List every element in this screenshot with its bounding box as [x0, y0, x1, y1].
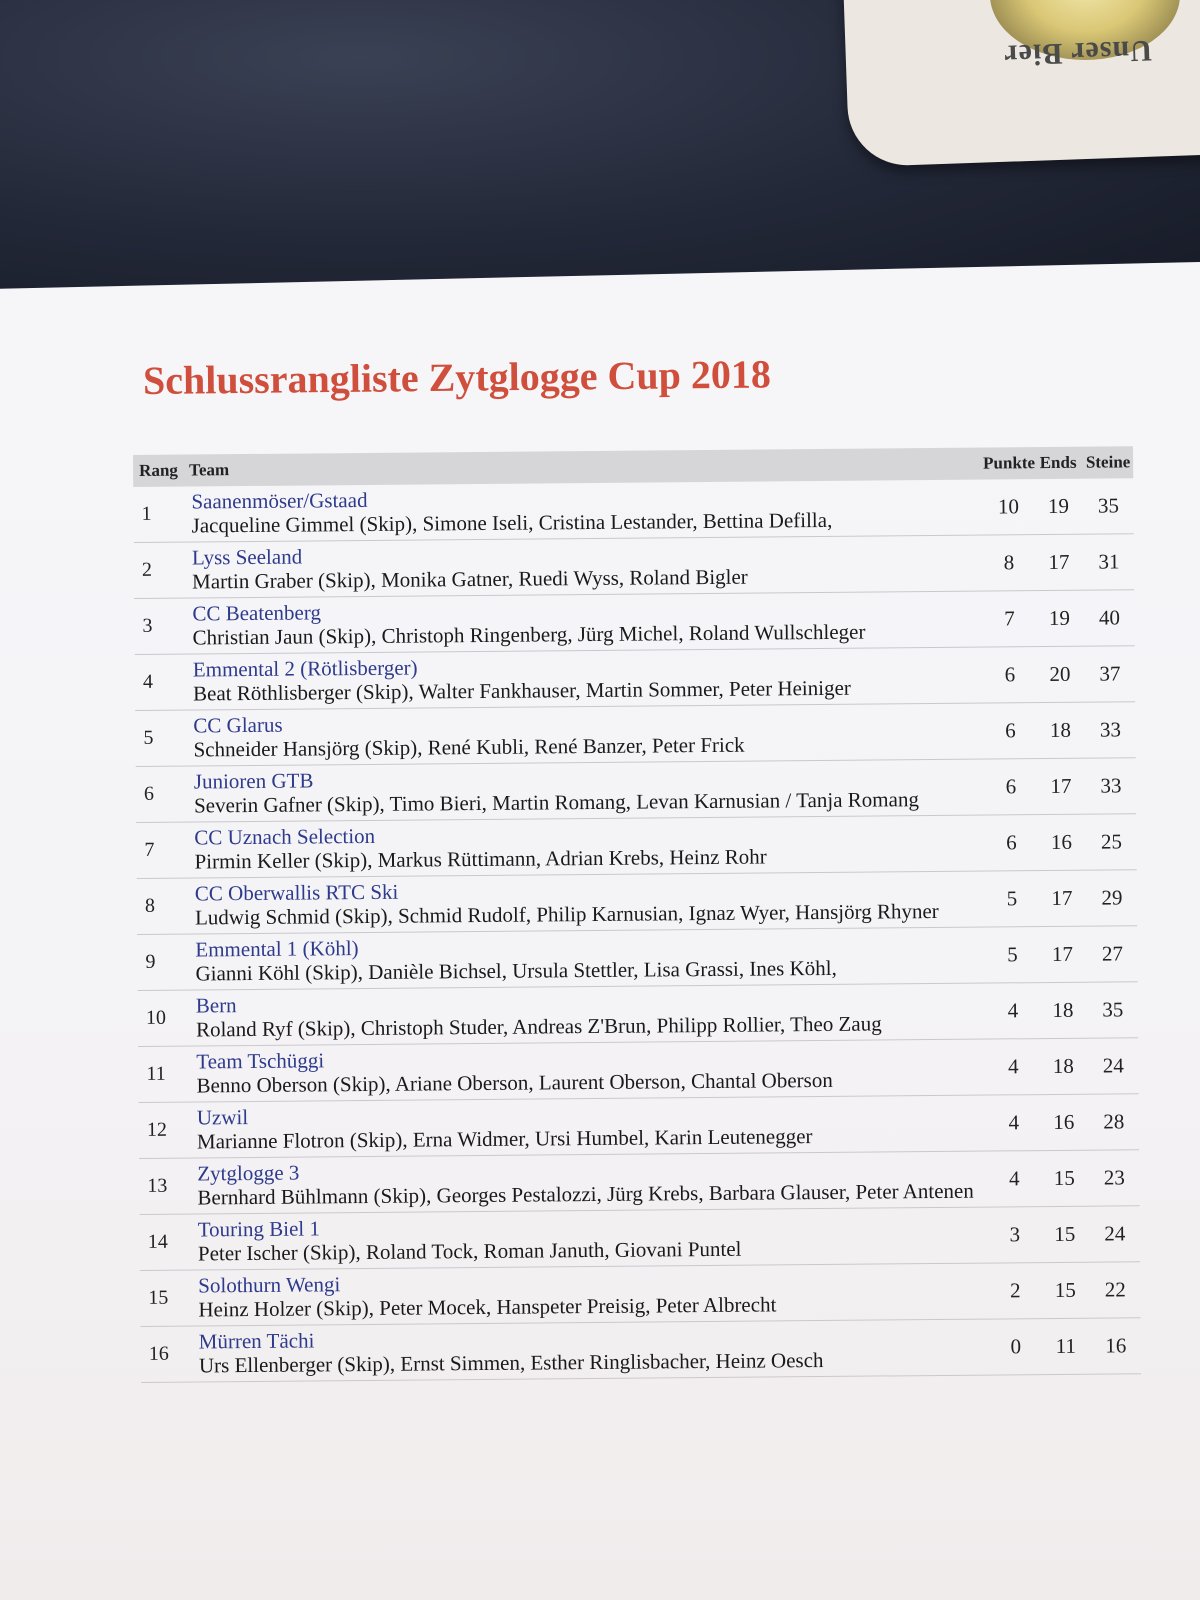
- team-cell: [191, 480, 983, 542]
- stones-cell: 35: [1102, 997, 1124, 1022]
- stones-cell: 29: [1101, 885, 1123, 910]
- header-team: Team: [189, 460, 230, 480]
- team-members: Roland Ryf (Skip), Christoph Studer, Andreas Z'Brun, Philipp Rollier, Theo Zaug: [195, 1011, 882, 1042]
- team-name: Saanenmöser/Gstaad: [191, 487, 368, 514]
- ends-cell: 18: [1052, 997, 1074, 1022]
- ends-cell: 17: [1051, 885, 1073, 911]
- team-name: Uzwil: [196, 1105, 249, 1130]
- points-cell: 4: [1008, 1110, 1020, 1135]
- ends-cell: 18: [1052, 1053, 1074, 1078]
- table-row: [135, 702, 1135, 767]
- table-row: [134, 590, 1134, 655]
- header-stones: Steine: [1085, 452, 1131, 472]
- team-members: Schneider Hansjörg (Skip), René Kubli, René Banzer, Peter Frick: [193, 732, 745, 762]
- points-cell: 5: [1006, 886, 1018, 911]
- team-name: Lyss Seeland: [191, 544, 303, 570]
- ends-cell: 17: [1051, 941, 1073, 966]
- team-members: Peter Ischer (Skip), Roland Tock, Roman Januth, Giovani Puntel: [197, 1236, 742, 1266]
- team-members: Jacqueline Gimmel (Skip), Simone Iseli, Cristina Lestander, Bettina Defilla,: [191, 507, 833, 538]
- rank-cell: 5: [143, 726, 154, 749]
- table-row: [137, 870, 1137, 935]
- ends-cell: 11: [1055, 1333, 1077, 1358]
- team-name: CC Uznach Selection: [194, 823, 376, 850]
- team-members: Ludwig Schmid (Skip), Schmid Rudolf, Philip Karnusian, Ignaz Wyer, Hansjörg Rhyner: [194, 898, 939, 930]
- points-cell: 7: [1004, 606, 1015, 631]
- rank-cell: 3: [142, 614, 153, 637]
- rank-cell: 16: [148, 1342, 169, 1365]
- team-name: CC Oberwallis RTC Ski: [194, 879, 399, 906]
- ends-cell: 15: [1054, 1277, 1076, 1302]
- rank-cell: 6: [143, 782, 155, 805]
- rank-cell: 15: [148, 1286, 169, 1309]
- team-members: Severin Gafner (Skip), Timo Bieri, Martin Romang, Levan Karnusian / Tanja Romang: [193, 787, 919, 818]
- team-cell: [193, 704, 985, 766]
- stones-cell: 25: [1100, 829, 1123, 854]
- team-cell: [192, 536, 984, 598]
- team-members: Bernhard Bühlmann (Skip), Georges Pestalozzi, Jürg Krebs, Barbara Glauser, Peter Antenen: [197, 1178, 974, 1210]
- points-cell: 4: [1008, 1054, 1019, 1079]
- team-members: Heinz Holzer (Skip), Peter Mocek, Hanspeter Preisig, Peter Albrecht: [198, 1292, 777, 1322]
- ranking-table: [133, 446, 1141, 1383]
- table-row: [136, 758, 1136, 823]
- team-name: Solothurn Wengi: [198, 1272, 341, 1298]
- stones-cell: 24: [1102, 1053, 1124, 1078]
- team-cell: [195, 872, 987, 934]
- points-cell: 4: [1007, 998, 1019, 1023]
- points-cell: 2: [1009, 1278, 1021, 1303]
- ends-cell: 20: [1049, 661, 1071, 687]
- rank-cell: 14: [147, 1230, 168, 1253]
- stones-cell: 37: [1099, 661, 1121, 686]
- ends-cell: 17: [1048, 549, 1070, 575]
- ends-cell: 19: [1047, 493, 1070, 519]
- table-row: [135, 646, 1135, 711]
- ends-cell: 15: [1053, 1165, 1075, 1190]
- team-members: Urs Ellenberger (Skip), Ernst Simmen, Esther Ringlisbacher, Heinz Oesch: [198, 1348, 824, 1378]
- points-cell: 5: [1007, 942, 1018, 967]
- ends-cell: 17: [1050, 773, 1072, 799]
- ends-cell: 16: [1053, 1109, 1075, 1134]
- team-cell: [197, 1152, 989, 1214]
- team-members: Benno Oberson (Skip), Ariane Oberson, Laurent Oberson, Chantal Oberson: [196, 1067, 833, 1098]
- rank-cell: 11: [146, 1062, 166, 1085]
- team-name: Touring Biel 1: [197, 1216, 321, 1242]
- team-cell: [196, 1040, 988, 1102]
- table-row: [133, 478, 1133, 543]
- document-title: Schlussrangliste Zytglogge Cup 2018: [142, 351, 772, 403]
- coaster-text: Unser Bier: [1002, 33, 1153, 72]
- rank-cell: 4: [142, 670, 154, 693]
- team-cell: [199, 1320, 991, 1382]
- stones-cell: 33: [1100, 773, 1122, 798]
- team-cell: [198, 1208, 990, 1270]
- team-name: CC Beatenberg: [192, 600, 322, 626]
- points-cell: 6: [1005, 774, 1017, 799]
- points-cell: 6: [1006, 830, 1017, 855]
- header-ends: Ends: [1039, 452, 1077, 473]
- points-cell: 6: [1005, 718, 1016, 743]
- team-members: Gianni Köhl (Skip), Danièle Bichsel, Ursula Stettler, Lisa Grassi, Ines Köhl,: [195, 955, 837, 986]
- table-row: [141, 1318, 1141, 1383]
- team-name: Team Tschüggi: [196, 1048, 325, 1074]
- team-name: Bern: [195, 993, 237, 1018]
- team-cell: [198, 1264, 990, 1326]
- points-cell: 4: [1008, 1166, 1020, 1191]
- table-row: [136, 814, 1136, 879]
- header-points: Punkte: [983, 453, 1036, 473]
- rank-cell: 12: [146, 1118, 167, 1141]
- stones-cell: 24: [1104, 1221, 1126, 1246]
- team-cell: [196, 984, 988, 1046]
- team-cell: [192, 592, 984, 654]
- stones-cell: 27: [1101, 941, 1123, 966]
- team-name: Mürren Tächi: [198, 1328, 315, 1354]
- points-cell: 6: [1004, 662, 1016, 687]
- points-cell: 0: [1010, 1334, 1022, 1359]
- table-row: [137, 926, 1137, 991]
- team-name: CC Glarus: [193, 712, 283, 738]
- rank-cell: 1: [141, 502, 152, 525]
- table-row: [134, 534, 1134, 599]
- stones-cell: 40: [1098, 605, 1121, 630]
- header-rank: Rang: [139, 460, 178, 480]
- team-members: Beat Röthlisberger (Skip), Walter Fankhauser, Martin Sommer, Peter Heiniger: [192, 675, 851, 706]
- rank-cell: 7: [144, 838, 155, 861]
- table-row: [140, 1206, 1140, 1271]
- stones-cell: 31: [1098, 549, 1120, 574]
- table-row: [138, 1038, 1138, 1103]
- table-body: [133, 478, 1141, 1383]
- stones-cell: 35: [1097, 493, 1120, 518]
- points-cell: 8: [1003, 550, 1015, 575]
- team-members: Marianne Flotron (Skip), Erna Widmer, Ursi Humbel, Karin Leutenegger: [196, 1124, 813, 1154]
- points-cell: 10: [997, 494, 1020, 519]
- team-cell: [197, 1096, 989, 1158]
- stones-cell: 23: [1103, 1165, 1125, 1190]
- ends-cell: 16: [1050, 829, 1073, 855]
- ends-cell: 18: [1049, 717, 1072, 743]
- team-name: Emmental 1 (Köhl): [195, 936, 359, 962]
- ends-cell: 15: [1054, 1221, 1076, 1246]
- stones-cell: 33: [1099, 717, 1122, 742]
- table-row: [139, 1094, 1139, 1159]
- team-name: Zytglogge 3: [197, 1160, 300, 1186]
- team-members: Martin Graber (Skip), Monika Gatner, Ruedi Wyss, Roland Bigler: [192, 564, 748, 594]
- team-cell: [195, 928, 987, 990]
- rank-cell: 8: [144, 894, 156, 917]
- team-cell: [194, 816, 986, 878]
- stones-cell: 16: [1105, 1333, 1127, 1358]
- team-name: Junioren GTB: [193, 768, 314, 794]
- table-row: [139, 1150, 1139, 1215]
- table-row: [140, 1262, 1140, 1327]
- ends-cell: 19: [1048, 605, 1071, 631]
- stones-cell: 22: [1104, 1277, 1126, 1302]
- team-members: Pirmin Keller (Skip), Markus Rüttimann, Adrian Krebs, Heinz Rohr: [194, 844, 767, 874]
- rank-cell: 2: [141, 558, 153, 581]
- rank-cell: 10: [145, 1006, 167, 1029]
- team-cell: [194, 760, 986, 822]
- points-cell: 3: [1009, 1222, 1021, 1247]
- rank-cell: 9: [145, 950, 156, 973]
- team-members: Christian Jaun (Skip), Christoph Ringenberg, Jürg Michel, Roland Wullschleger: [192, 619, 866, 650]
- team-name: Emmental 2 (Rötlisberger): [192, 655, 418, 682]
- table-row: [138, 982, 1138, 1047]
- stones-cell: 28: [1103, 1109, 1125, 1134]
- rank-cell: 13: [147, 1174, 168, 1197]
- team-cell: [193, 648, 985, 710]
